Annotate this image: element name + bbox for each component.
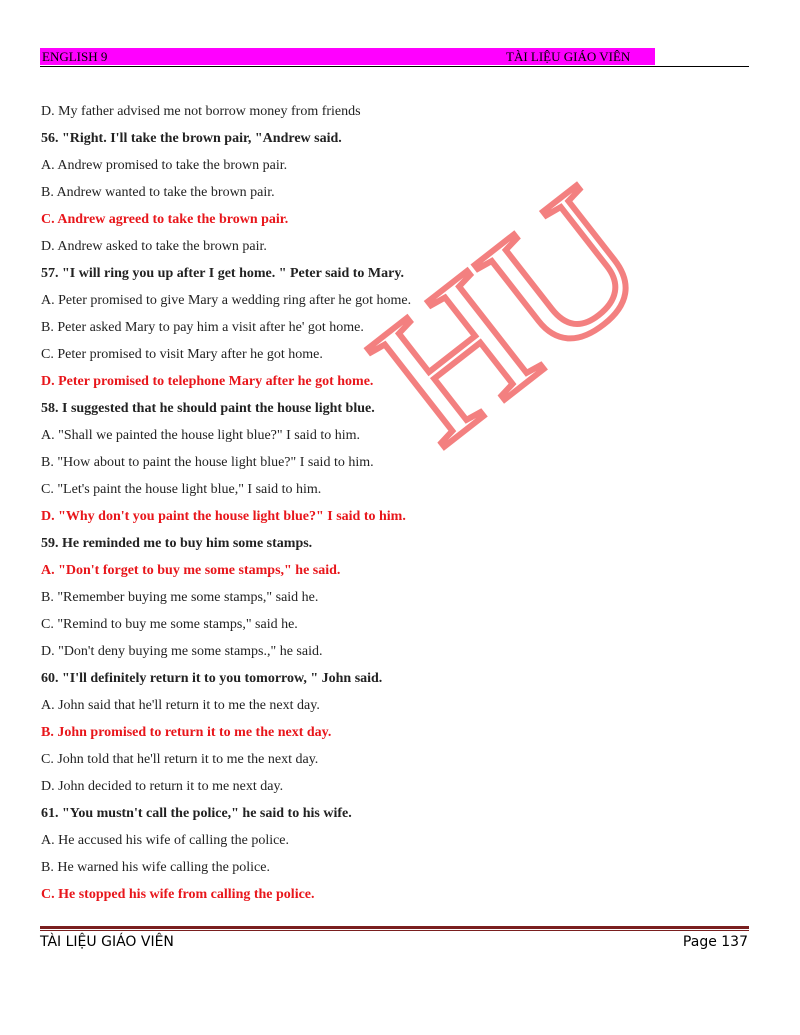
answer-option: A. He accused his wife of calling the police. [41,833,290,848]
answer-option: C. "Let's paint the house light blue," I said to him. [41,482,322,497]
answer-option: A. John said that he'll return it to me the next day. [41,698,320,713]
answer-option: B. He warned his wife calling the police. [41,860,270,875]
answer-option: A. "Shall we painted the house light blue?" I said to him. [41,428,360,443]
footer-rule [40,926,749,929]
correct-answer-option: D. Peter promised to telephone Mary after he got home. [41,374,374,389]
answer-option: B. "Remember buying me some stamps," said he. [41,590,319,605]
answer-option: C. Peter promised to visit Mary after he got home. [41,347,323,362]
footer-doc-type: TÀI LIỆU GIÁO VIÊN [40,934,174,950]
answer-option: B. Andrew wanted to take the brown pair. [41,185,275,200]
correct-answer-option: C. He stopped his wife from calling the police. [41,887,315,902]
answer-option: C. John told that he'll return it to me the next day. [41,752,319,767]
page-header [40,48,749,67]
page-number: Page 137 [682,934,748,950]
question-stem: 56. "Right. I'll take the brown pair, "Andrew said. [41,131,342,146]
header-right-highlight [506,48,632,65]
header-doc-type: TÀI LIỆU GIÁO VIÊN [506,49,631,64]
question-stem: 57. "I will ring you up after I get home. " Peter said to Mary. [41,266,405,281]
footer-rule-thin [40,930,749,931]
answer-option: D. My father advised me not borrow money from friends [41,104,361,119]
correct-answer-option: A. "Don't forget to buy me some stamps," he said. [41,563,341,578]
question-stem: 59. He reminded me to buy him some stamps. [41,536,313,551]
correct-answer-option: B. John promised to return it to me the next day. [41,725,332,740]
answer-option: A. Peter promised to give Mary a wedding ring after he got home. [41,293,412,308]
question-list [41,102,741,912]
watermark-text: HU [336,148,683,484]
question-stem: 58. I suggested that he should paint the house light blue. [41,401,375,416]
answer-option: D. John decided to return it to me next day. [41,779,284,794]
question-stem: 60. "I'll definitely return it to you tomorrow, " John said. [41,671,383,686]
answer-option: D. Andrew asked to take the brown pair. [41,239,267,254]
header-subject: ENGLISH 9 [42,49,108,64]
answer-option: B. Peter asked Mary to pay him a visit after he' got home. [41,320,364,335]
correct-answer-option: C. Andrew agreed to take the brown pair. [41,212,289,227]
answer-option: C. "Remind to buy me some stamps," said he. [41,617,298,632]
answer-option: A. Andrew promised to take the brown pair. [41,158,288,173]
answer-option: D. "Don't deny buying me some stamps.," he said. [41,644,323,659]
answer-option: B. "How about to paint the house light blue?" I said to him. [41,455,374,470]
question-stem: 61. "You mustn't call the police," he said to his wife. [41,806,352,821]
correct-answer-option: D. "Why don't you paint the house light blue?" I said to him. [41,509,406,524]
